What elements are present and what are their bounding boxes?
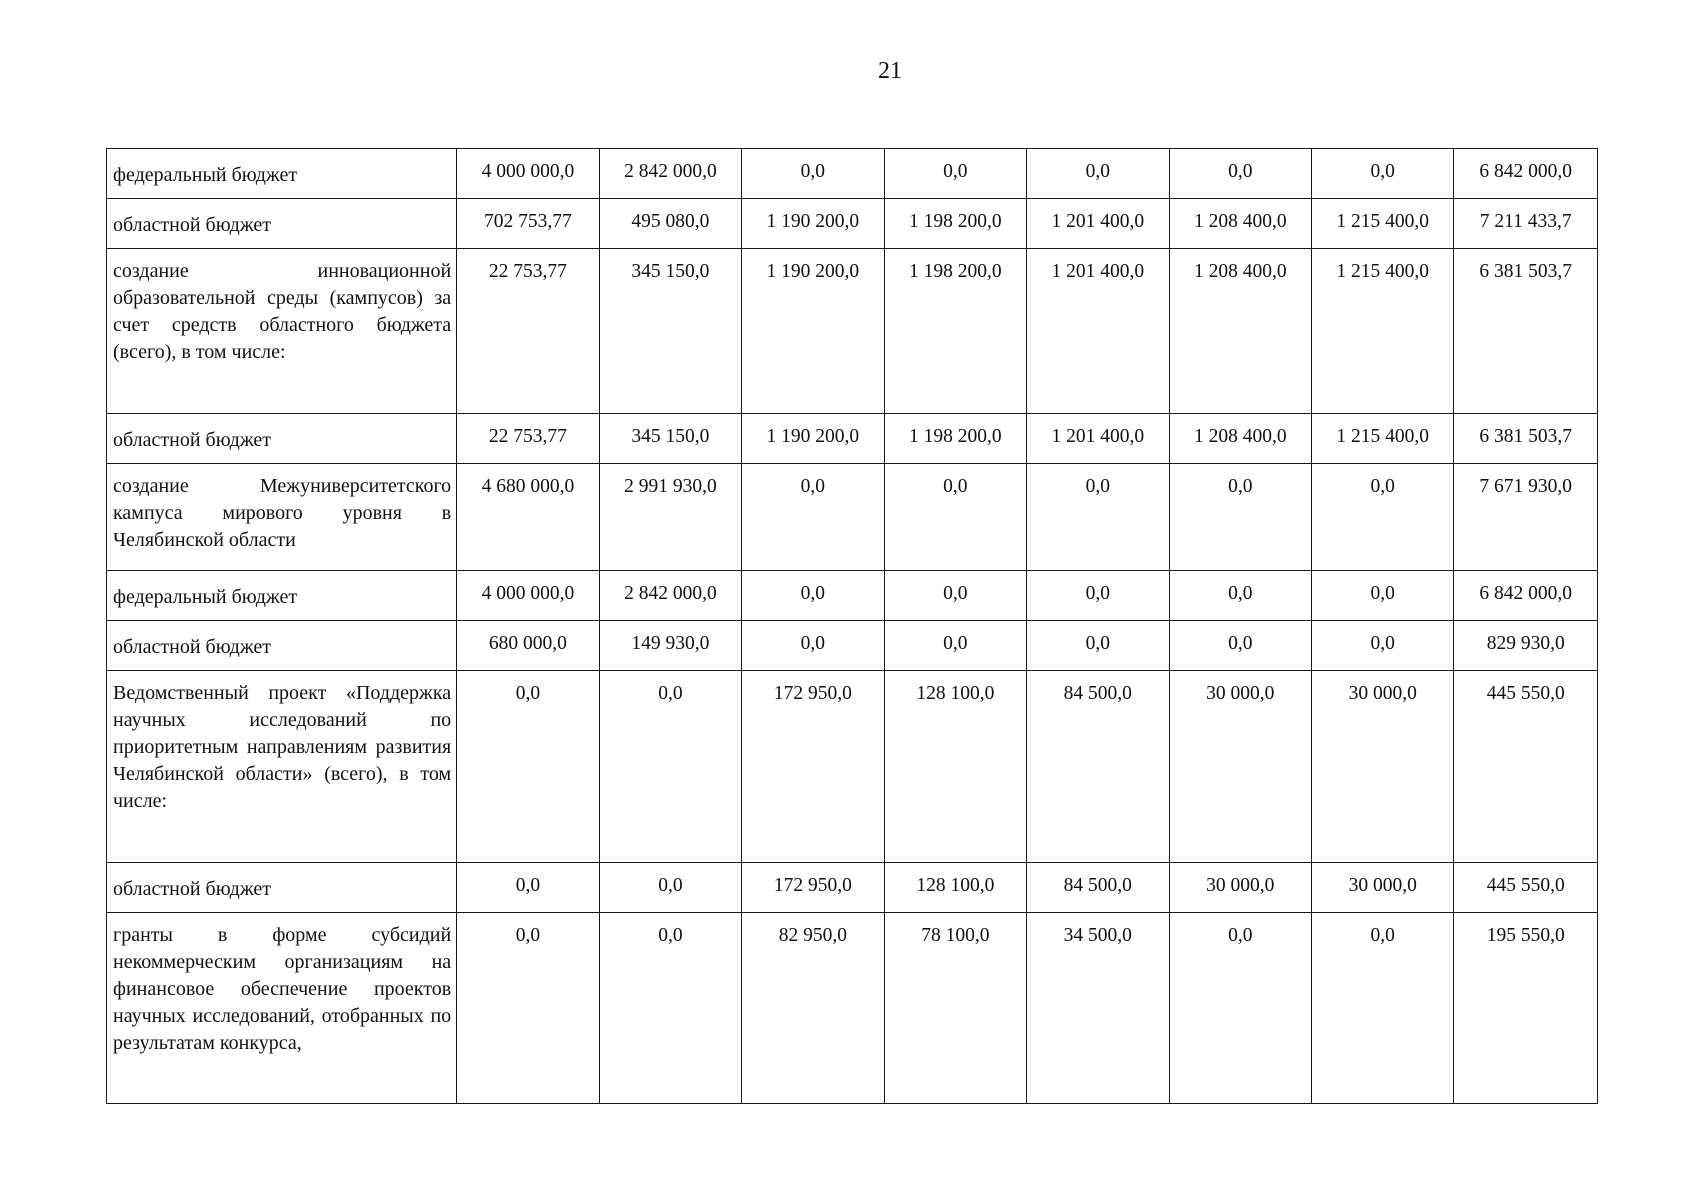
row-total-cell: 7 671 930,0 (1454, 464, 1598, 571)
row-label: федеральный бюджет (107, 571, 457, 621)
row-value-cell: 84 500,0 (1027, 671, 1169, 863)
row-label: Ведомственный проект «Поддержка научных исследований по приоритетным направлениям развития Челябинской области» (всего), в том числе: (107, 671, 457, 863)
row-total-cell: 6 842 000,0 (1454, 149, 1598, 199)
row-value-cell: 0,0 (884, 149, 1026, 199)
row-value-cell: 0,0 (1311, 571, 1453, 621)
row-value-cell: 0,0 (1169, 571, 1311, 621)
row-value-cell: 22 753,77 (457, 414, 599, 464)
table-row (107, 414, 1598, 464)
row-value-cell: 0,0 (599, 671, 741, 863)
row-value-cell: 0,0 (1027, 149, 1169, 199)
row-value-cell: 0,0 (1311, 621, 1453, 671)
row-value-cell: 0,0 (1169, 913, 1311, 1104)
row-total-cell: 445 550,0 (1454, 863, 1598, 913)
row-value-cell: 1 198 200,0 (884, 249, 1026, 414)
row-label: создание инновационной образовательной среды (кампусов) за счет средств областного бюджета (всего), в том числе: (107, 249, 457, 414)
row-value-cell: 0,0 (884, 464, 1026, 571)
table-body (107, 149, 1598, 1104)
table-row (107, 913, 1598, 1104)
row-value-cell: 1 208 400,0 (1169, 414, 1311, 464)
row-value-cell: 0,0 (457, 913, 599, 1104)
row-value-cell: 2 842 000,0 (599, 149, 741, 199)
table-row (107, 199, 1598, 249)
row-value-cell: 172 950,0 (742, 671, 884, 863)
row-value-cell: 78 100,0 (884, 913, 1026, 1104)
row-label: областной бюджет (107, 863, 457, 913)
page-number: 21 (878, 58, 902, 84)
row-value-cell: 345 150,0 (599, 249, 741, 414)
row-value-cell: 1 208 400,0 (1169, 199, 1311, 249)
row-total-cell: 445 550,0 (1454, 671, 1598, 863)
table-row (107, 863, 1598, 913)
row-value-cell: 0,0 (599, 863, 741, 913)
row-value-cell: 30 000,0 (1311, 863, 1453, 913)
row-value-cell: 0,0 (1311, 913, 1453, 1104)
row-value-cell: 0,0 (1169, 621, 1311, 671)
row-label: областной бюджет (107, 414, 457, 464)
row-value-cell: 0,0 (1311, 149, 1453, 199)
row-value-cell: 0,0 (1169, 464, 1311, 571)
row-value-cell: 0,0 (1027, 571, 1169, 621)
row-value-cell: 172 950,0 (742, 863, 884, 913)
row-value-cell: 22 753,77 (457, 249, 599, 414)
row-total-cell: 6 381 503,7 (1454, 249, 1598, 414)
row-value-cell: 1 201 400,0 (1027, 199, 1169, 249)
row-value-cell: 149 930,0 (599, 621, 741, 671)
row-label: федеральный бюджет (107, 149, 457, 199)
table-row (107, 621, 1598, 671)
row-value-cell: 0,0 (1027, 464, 1169, 571)
row-total-cell: 6 842 000,0 (1454, 571, 1598, 621)
row-label: создание Межуниверситетского кампуса мирового уровня в Челябинской области (107, 464, 457, 571)
row-value-cell: 0,0 (599, 913, 741, 1104)
row-value-cell: 1 201 400,0 (1027, 249, 1169, 414)
row-value-cell: 0,0 (1169, 149, 1311, 199)
row-value-cell: 2 991 930,0 (599, 464, 741, 571)
row-value-cell: 4 680 000,0 (457, 464, 599, 571)
row-value-cell: 680 000,0 (457, 621, 599, 671)
table-row (107, 149, 1598, 199)
row-value-cell: 0,0 (1027, 621, 1169, 671)
row-value-cell: 0,0 (742, 149, 884, 199)
table-row (107, 671, 1598, 863)
row-value-cell: 34 500,0 (1027, 913, 1169, 1104)
row-value-cell: 0,0 (884, 571, 1026, 621)
row-value-cell: 1 198 200,0 (884, 414, 1026, 464)
row-value-cell: 128 100,0 (884, 863, 1026, 913)
row-value-cell: 4 000 000,0 (457, 149, 599, 199)
row-value-cell: 345 150,0 (599, 414, 741, 464)
row-value-cell: 0,0 (457, 671, 599, 863)
row-value-cell: 128 100,0 (884, 671, 1026, 863)
row-value-cell: 1 190 200,0 (742, 414, 884, 464)
row-value-cell: 0,0 (457, 863, 599, 913)
row-total-cell: 7 211 433,7 (1454, 199, 1598, 249)
row-value-cell: 0,0 (742, 464, 884, 571)
row-value-cell: 0,0 (742, 571, 884, 621)
budget-table (106, 148, 1598, 1104)
row-value-cell: 702 753,77 (457, 199, 599, 249)
row-label: областной бюджет (107, 199, 457, 249)
row-value-cell: 1 215 400,0 (1311, 414, 1453, 464)
row-value-cell: 1 215 400,0 (1311, 249, 1453, 414)
row-value-cell: 0,0 (884, 621, 1026, 671)
row-value-cell: 0,0 (1311, 464, 1453, 571)
row-value-cell: 495 080,0 (599, 199, 741, 249)
row-value-cell: 84 500,0 (1027, 863, 1169, 913)
row-value-cell: 1 198 200,0 (884, 199, 1026, 249)
row-value-cell: 4 000 000,0 (457, 571, 599, 621)
row-value-cell: 1 215 400,0 (1311, 199, 1453, 249)
row-value-cell: 30 000,0 (1169, 863, 1311, 913)
row-total-cell: 829 930,0 (1454, 621, 1598, 671)
row-value-cell: 30 000,0 (1169, 671, 1311, 863)
row-value-cell: 1 201 400,0 (1027, 414, 1169, 464)
row-label: гранты в форме субсидий некоммерческим организациям на финансовое обеспечение проектов научных исследований, отобранных по результатам конкурса, (107, 913, 457, 1104)
row-total-cell: 195 550,0 (1454, 913, 1598, 1104)
row-label: областной бюджет (107, 621, 457, 671)
row-value-cell: 1 190 200,0 (742, 249, 884, 414)
table-row (107, 464, 1598, 571)
row-value-cell: 1 208 400,0 (1169, 249, 1311, 414)
row-total-cell: 6 381 503,7 (1454, 414, 1598, 464)
row-value-cell: 2 842 000,0 (599, 571, 741, 621)
row-value-cell: 30 000,0 (1311, 671, 1453, 863)
row-value-cell: 82 950,0 (742, 913, 884, 1104)
row-value-cell: 1 190 200,0 (742, 199, 884, 249)
table-row (107, 249, 1598, 414)
row-value-cell: 0,0 (742, 621, 884, 671)
table-row (107, 571, 1598, 621)
